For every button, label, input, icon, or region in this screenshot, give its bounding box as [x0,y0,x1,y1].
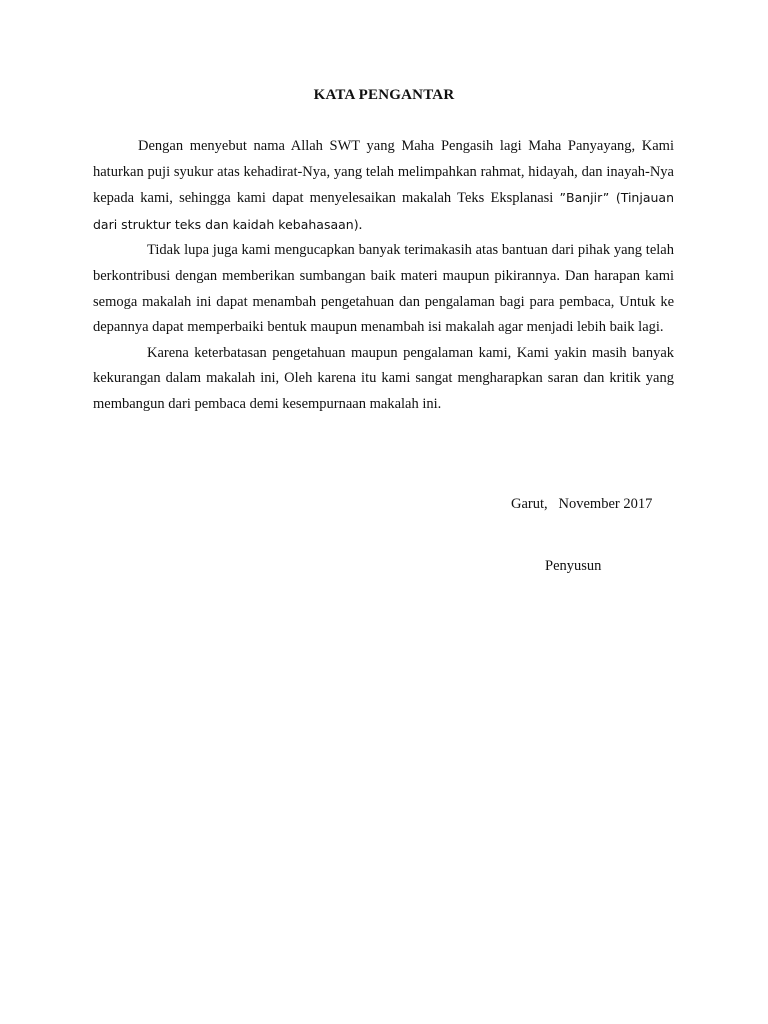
place-date: Garut, November 2017 [511,496,653,512]
paragraph-thanks: Tidak lupa juga kami mengucapkan banyak terimakasih atas bantuan dari pihak yang telah berkontribusi dengan memberikan sumbangan baik materi maupun pikirannya. Dan harapan kami semoga makalah ini dapat menambah pengetahuan dan pengalaman bagi para pembaca, Untuk ke depannya dapat memperbaiki bentuk maupun menambah isi makalah agar menjadi lebih baik lagi. [93,242,674,336]
paragraph-intro-end: . [358,216,363,233]
paragraph-closing: Karena keterbatasan pengetahuan maupun pengalaman kami, Kami yakin masih banyak kekurangan dalam makalah ini, Oleh karena itu kami sangat mengharapkan saran dan kritik yang membangun dari pembaca demi kesempurnaan makalah ini. [93,344,674,412]
signer-label: Penyusun [545,558,602,574]
document-body [93,134,674,418]
paragraph-intro-text: Dengan menyebut nama Allah SWT yang Maha Pengasih lagi Maha Panyayang, Kami haturkan puji syukur atas kehadirat-Nya, yang telah melimpahkan rahmat, hidayah, dan inayah-Nya kepada kami, sehingga kami dapat menyelesaikan makalah Teks Eksplanasi [93,138,674,207]
paragraph-intro [93,134,674,238]
paragraph-intro-quoted-title: ”Banjir” (Tinjauan dari struktur teks dan kaidah kebahasaan) [93,190,674,232]
document-title: KATA PENGANTAR [313,87,455,103]
